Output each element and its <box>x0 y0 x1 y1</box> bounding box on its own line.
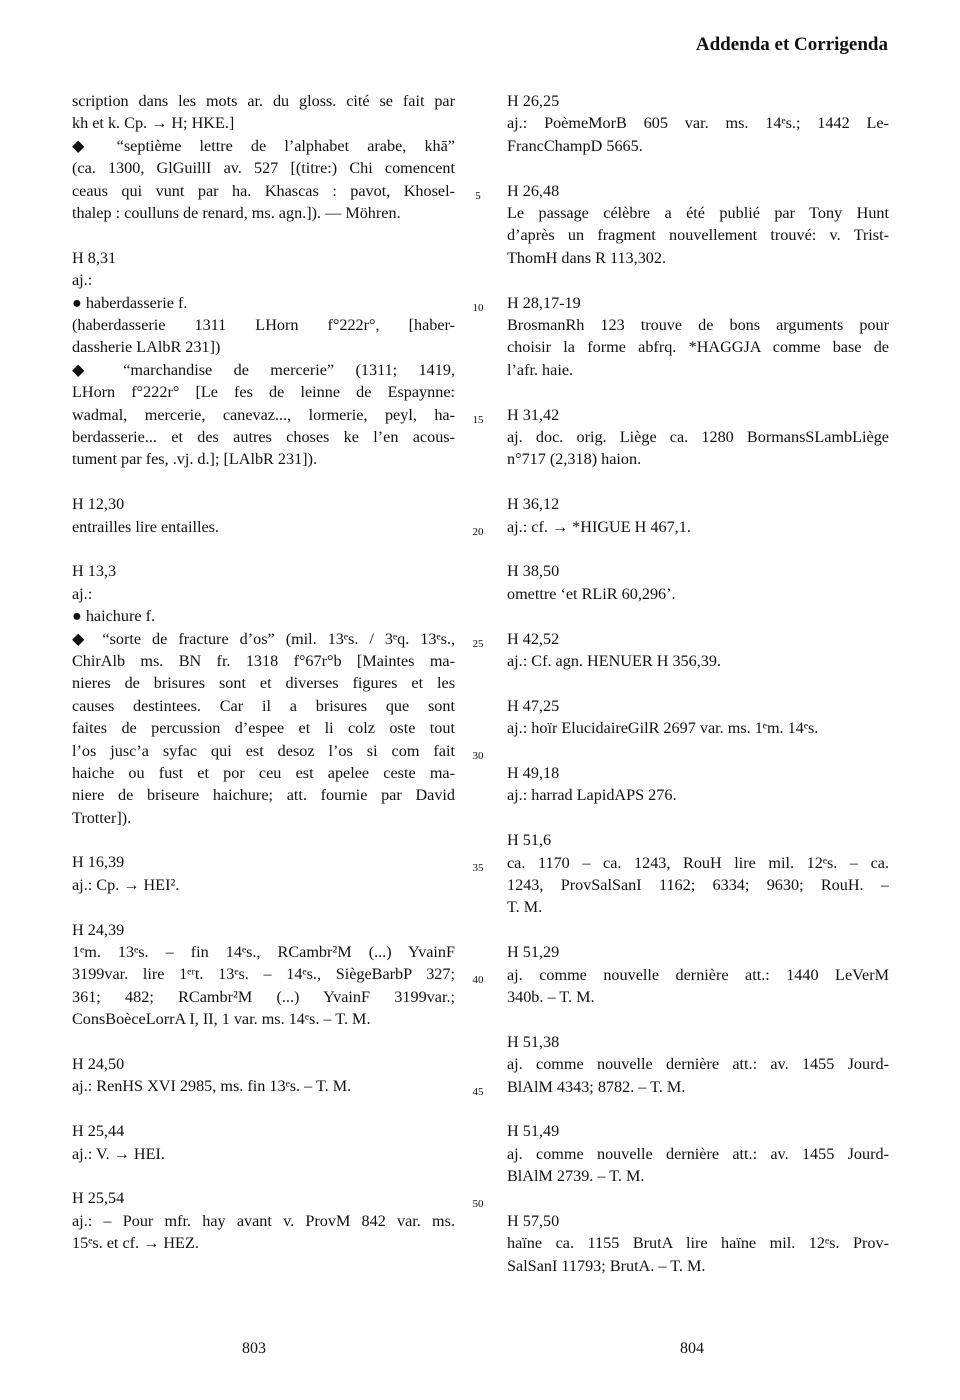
entry-text-line: aj.: <box>72 584 93 603</box>
page-number-right: 804 <box>680 1340 704 1357</box>
entry-text-line: ThomH dans R 113,302. <box>507 248 667 267</box>
running-header: Addenda et Corrigenda <box>695 34 888 55</box>
entry-reference: H 26,48 <box>507 181 560 200</box>
entry-text-line: haïne ca. 1155 BrutA lire haïne mil. 12ᵉs. Prov- <box>507 1234 889 1253</box>
entry-reference: H 42,52 <box>507 629 560 648</box>
dictionary-entry <box>507 941 889 1008</box>
dictionary-entry <box>507 180 889 270</box>
dictionary-entry <box>72 851 455 896</box>
entry-text-line: T. M. <box>507 898 543 917</box>
entry-text-line: aj.: cf. → *HIGUE H 467,1. <box>507 517 691 536</box>
dictionary-entry <box>72 560 455 829</box>
entry-reference: scription dans les mots ar. du gloss. cité se fait par <box>72 92 455 110</box>
entry-text-line: 1243, ProvSalSanI 1162; 6334; 9630; RouH. – <box>507 875 889 894</box>
line-number: 50 <box>472 1197 484 1210</box>
entry-text-line: aj.: V. → HEI. <box>72 1144 165 1163</box>
dictionary-entry <box>507 90 889 157</box>
entry-text-line: aj. comme nouvelle dernière att.: av. 1455 Jourd- <box>507 1055 889 1074</box>
entry-text-line: 340b. – T. M. <box>507 987 595 1006</box>
entry-reference: H 38,50 <box>507 562 560 581</box>
entry-text-line: aj.: Cf. agn. HENUER H 356,39. <box>507 651 722 670</box>
dictionary-entry <box>72 90 455 224</box>
entry-reference: H 8,31 <box>72 248 117 267</box>
line-number: 20 <box>472 525 484 538</box>
entry-text-line: 3199var. lire 1ᵉʳt. 13ᵉs. – 14ᵉs., SiègeBarbP 327; <box>72 965 455 984</box>
right-column <box>507 90 889 1300</box>
entry-text-line: omettre ‘et RLiR 60,296’. <box>507 584 676 603</box>
entry-text-line: d’après un fragment nouvellement trouvé: v. Trist- <box>507 226 889 245</box>
entry-text-line: aj. comme nouvelle dernière att.: 1440 LeVerM <box>507 965 889 984</box>
dictionary-entry <box>507 292 889 382</box>
dictionary-entry <box>72 1053 455 1098</box>
entry-text-line: FrancChampD 5665. <box>507 136 643 155</box>
entry-text-line: ca. 1170 – ca. 1243, RouH lire mil. 12ᵉs. – ca. <box>507 853 889 872</box>
entry-text-line: ceaus qui vunt par ha. Khascas : pavot, Khosel- <box>72 181 455 200</box>
entry-text-line: Trotter]). <box>72 808 132 827</box>
entry-text-line: aj.: hoïr ElucidaireGilR 2697 var. ms. 1ᵉm. 14ᵉs. <box>507 719 819 738</box>
entry-text-line: 15ᵉs. et cf. → HEZ. <box>72 1234 199 1253</box>
entry-text-line: aj. doc. orig. Liège ca. 1280 BormansSLambLiège <box>507 427 889 446</box>
line-number: 15 <box>472 413 484 426</box>
entry-reference: H 51,29 <box>507 943 560 962</box>
entry-text-line: Le passage célèbre a été publié par Tony Hunt <box>507 204 889 222</box>
entry-reference: H 51,49 <box>507 1122 560 1141</box>
entry-text-line: tument par fes, .vj. d.]; [LAlbR 231]). <box>72 450 318 469</box>
entry-text-line: ◆ “marchandise de mercerie” (1311; 1419, <box>72 360 455 379</box>
entry-text-line: BlAlM 2739. – T. M. <box>507 1167 645 1186</box>
dictionary-entry <box>507 1031 889 1098</box>
entry-text-line: ◆ “septième lettre de l’alphabet arabe, khā” <box>72 136 455 155</box>
dictionary-entry <box>507 695 889 740</box>
entry-text-line: BlAlM 4343; 8782. – T. M. <box>507 1077 686 1096</box>
entry-text-line: (haberdasserie 1311 LHorn f°222r°, [haber- <box>72 315 455 334</box>
entry-text-line: BrosmanRh 123 trouve de bons arguments pour <box>507 315 889 334</box>
line-number: 40 <box>472 973 484 986</box>
entry-reference: H 57,50 <box>507 1211 560 1230</box>
dictionary-entry <box>507 762 889 807</box>
dictionary-entry <box>507 1210 889 1277</box>
entry-reference: H 36,12 <box>507 495 560 514</box>
entry-text-line: ChirAlb ms. BN fr. 1318 f°67r°b [Maintes ma- <box>72 651 455 670</box>
entry-text-line: causes destintees. Car il a brisures que sont <box>72 696 455 715</box>
line-number: 5 <box>475 189 481 202</box>
entry-text-line: ConsBoèceLorrA I, II, 1 var. ms. 14ᵉs. – T. M. <box>72 1010 371 1029</box>
line-number: 45 <box>472 1085 484 1098</box>
entry-text-line: dassherie LAlbR 231]) <box>72 338 221 357</box>
entry-text-line: l’afr. haie. <box>507 360 574 379</box>
dictionary-entry <box>507 404 889 471</box>
entry-text-line: choisir la forme abfrq. *HAGGJA comme base de <box>507 338 889 357</box>
entry-text-line: aj.: – Pour mfr. hay avant v. ProvM 842 var. ms. <box>72 1211 455 1230</box>
entry-reference: H 26,25 <box>507 92 560 110</box>
dictionary-entry <box>72 1187 455 1254</box>
entry-reference: H 31,42 <box>507 405 560 424</box>
entry-reference: H 16,39 <box>72 853 125 872</box>
line-number: 35 <box>472 861 484 874</box>
entry-text-line: thalep : coulluns de renard, ms. agn.]). — Möhren. <box>72 203 401 222</box>
line-number: 30 <box>472 749 484 762</box>
entry-text-line: SalSanI 11793; BrutA. – T. M. <box>507 1256 706 1275</box>
dictionary-entry <box>72 493 455 538</box>
entry-text-line: ● haichure f. <box>72 607 156 626</box>
entry-text-line: kh et k. Cp. → H; HKE.] <box>72 114 235 133</box>
entry-reference: H 24,50 <box>72 1055 125 1074</box>
entry-reference: H 28,17-19 <box>507 293 581 312</box>
entry-text-line: ● haberdasserie f. <box>72 293 188 312</box>
line-number: 25 <box>472 637 484 650</box>
entry-text-line: niere de briseure haichure; att. fournie par David <box>72 786 455 805</box>
entry-text-line: berdasserie... et des autres choses ke l’en acous- <box>72 427 455 446</box>
entry-text-line: aj.: RenHS XVI 2985, ms. fin 13ᵉs. – T. M. <box>72 1077 352 1096</box>
line-number: 10 <box>472 301 484 314</box>
entry-text-line: (ca. 1300, GlGuillI av. 527 [(titre:) Chi comencent <box>72 159 455 178</box>
dictionary-entry <box>507 829 889 919</box>
entry-text-line: nieres de brisures sont et diverses figures et les <box>72 674 455 693</box>
dictionary-entry <box>507 1120 889 1187</box>
entry-text-line: 1ᵉm. 13ᵉs. – fin 14ᵉs., RCambr²M (...) YvainF <box>72 943 455 962</box>
entry-reference: H 51,6 <box>507 831 552 850</box>
entry-reference: H 49,18 <box>507 763 560 782</box>
entry-reference: H 24,39 <box>72 920 125 939</box>
entry-reference: H 25,44 <box>72 1122 125 1141</box>
entry-reference: H 47,25 <box>507 696 560 715</box>
entry-text-line: n°717 (2,318) haion. <box>507 450 642 469</box>
dictionary-entry <box>507 628 889 673</box>
entry-text-line: faites de percussion d’espee et li colz oste tout <box>72 719 455 738</box>
entry-text-line: wadmal, mercerie, canevaz..., lormerie, peyl, ha- <box>72 405 455 424</box>
page-number-left: 803 <box>242 1340 266 1357</box>
entry-text-line: l’os jusc’a syfac qui est desoz l’os si com fait <box>72 741 455 760</box>
entry-text-line: aj. comme nouvelle dernière att.: av. 1455 Jourd- <box>507 1144 889 1163</box>
dictionary-entry <box>507 493 889 538</box>
dictionary-entry <box>72 1120 455 1165</box>
entry-text-line: aj.: harrad LapidAPS 276. <box>507 786 677 805</box>
entry-reference: H 51,38 <box>507 1032 560 1051</box>
dictionary-entry <box>72 247 455 471</box>
entry-reference: H 25,54 <box>72 1189 125 1208</box>
entry-reference: H 12,30 <box>72 495 125 514</box>
left-column <box>72 90 455 1277</box>
entry-text-line: aj.: <box>72 271 93 290</box>
entry-text-line: 361; 482; RCambr²M (...) YvainF 3199var.; <box>72 987 455 1006</box>
entry-text-line: aj.: Cp. → HEI². <box>72 875 180 894</box>
dictionary-entry <box>507 560 889 605</box>
entry-text-line: ◆ “sorte de fracture d’os” (mil. 13ᵉs. / 3ᵉq. 13ᵉs., <box>72 629 455 648</box>
entry-text-line: LHorn f°222r° [Le fes de leinne de Espaynne: <box>72 383 455 402</box>
dictionary-entry <box>72 919 455 1031</box>
entry-text-line: entrailles lire entailles. <box>72 517 219 536</box>
entry-reference: H 13,3 <box>72 562 117 581</box>
entry-text-line: haiche ou fust et por ceu est apelee ceste ma- <box>72 763 455 782</box>
entry-text-line: aj.: PoèmeMorB 605 var. ms. 14ᵉs.; 1442 Le- <box>507 114 889 133</box>
